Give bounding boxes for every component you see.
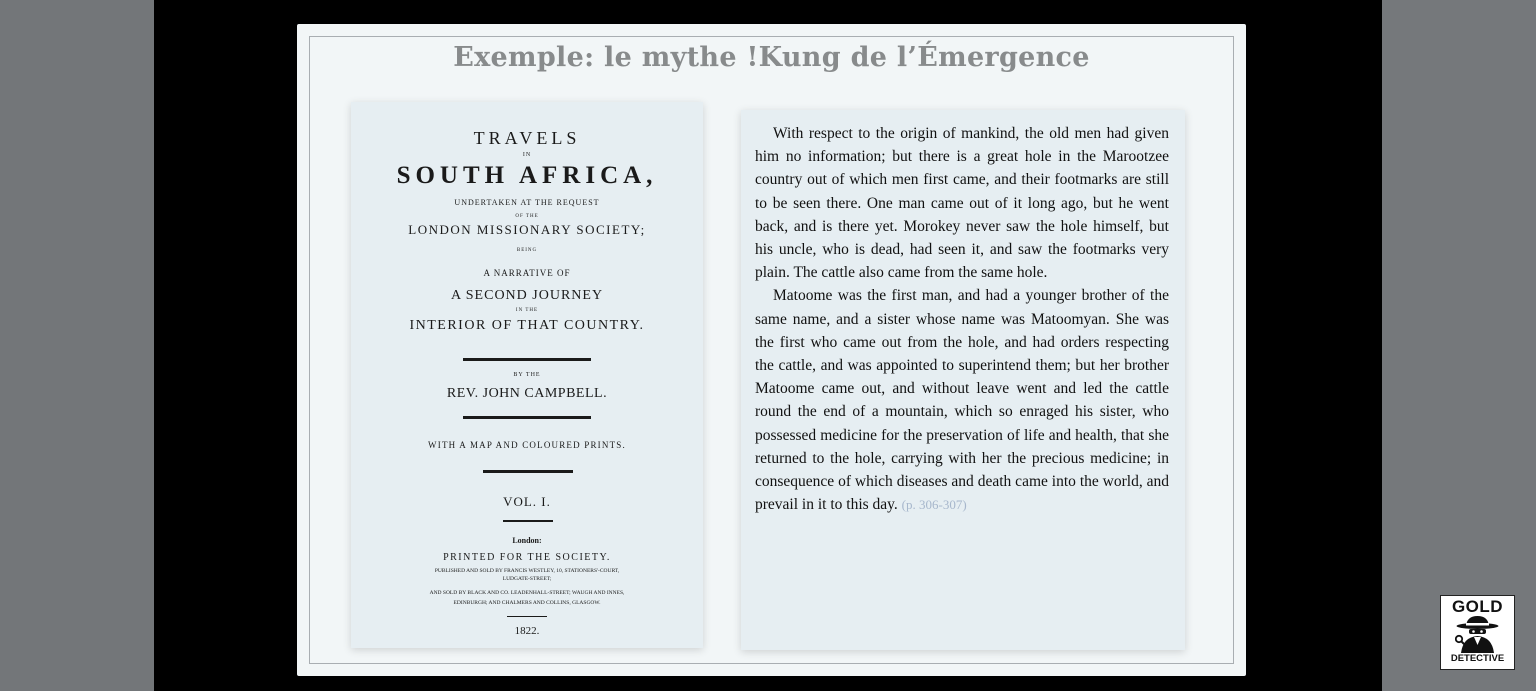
excerpt-paragraph: With respect to the origin of mankind, the old men had given him no information; but there is a great hole in the Marootzee country out of which men first came, and their footmarks are still to be seen there. One man came out of it long ago, but he went back, and is there yet. Morokey never saw the hole himself, but his uncle, who is dead, had seen it, and saw the footmarks very plain. The cattle also came from the same hole. xyxy=(755,125,1169,282)
book-excerpt-page xyxy=(741,110,1185,650)
title-line: SOUTH AFRICA, xyxy=(396,162,658,189)
imprint-place: London: xyxy=(512,536,542,545)
page-reference: (p. 306-307) xyxy=(901,497,967,513)
title-line: OF THE xyxy=(515,214,539,219)
title-line: INTERIOR OF THAT COUNTRY. xyxy=(409,318,645,333)
title-line: LONDON MISSIONARY SOCIETY; xyxy=(408,222,646,237)
imprint-year: 1822. xyxy=(514,625,540,637)
title-line: WITH A MAP AND COLOURED PRINTS. xyxy=(428,440,626,450)
gold-detective-logo xyxy=(1440,595,1515,670)
title-line: A SECOND JOURNEY xyxy=(450,288,604,303)
imprint-line: EDINBURGH; AND CHALMERS AND COLLINS, GLASGOW. xyxy=(453,600,601,606)
imprint-line: LUDGATE-STREET; xyxy=(502,576,552,582)
title-line: TRAVELS xyxy=(473,128,581,148)
book-title-page xyxy=(351,102,703,648)
logo-bottom-text: DETECTIVE xyxy=(1450,653,1505,664)
title-line: A NARRATIVE OF xyxy=(483,268,571,278)
imprint-line: AND SOLD BY BLACK AND CO. LEADENHALL-STREET; WAUGH AND INNES, xyxy=(429,590,625,596)
author-line: REV. JOHN CAMPBELL. xyxy=(446,386,608,401)
title-line: IN xyxy=(522,152,532,158)
left-gray-margin xyxy=(0,0,154,691)
detective-icon xyxy=(1455,615,1500,653)
volume-line: VOL. I. xyxy=(503,494,551,509)
title-line: BY THE xyxy=(513,372,541,378)
excerpt-paragraph xyxy=(755,284,1169,516)
logo-top-text: GOLD xyxy=(1451,597,1504,616)
divider-rule xyxy=(463,416,591,419)
presentation-slide xyxy=(297,24,1246,676)
divider-rule xyxy=(507,616,547,617)
excerpt-paragraph-text: Matoome was the first man, and had a younger brother of the same name, and a sister whose name was Matoomyan. She was the first who came out from the hole, and had orders respecting the cattle, and was appointed to superintend them; but her brother Matoome came out, and without leave went and led the cattle round the end of a mountain, which so enraged his sister, who possessed medicine for the preservation of life and health, that she returned to the hole, carrying with her the precious medicine; in consequence of which diseases and death came into the world, and prevail in it to this day. xyxy=(755,287,1169,514)
imprint-line: PRINTED FOR THE SOCIETY. xyxy=(443,552,611,563)
excerpt-text xyxy=(755,122,1169,516)
slide-title: Exemple: le mythe !Kung de l’Émergence xyxy=(453,42,1090,73)
right-gray-margin xyxy=(1382,0,1536,691)
title-line: BEING xyxy=(516,248,538,253)
imprint-line: PUBLISHED AND SOLD BY FRANCIS WESTLEY, 10, STATIONERS'-COURT, xyxy=(434,568,620,574)
divider-rule xyxy=(483,470,573,473)
title-line: UNDERTAKEN AT THE REQUEST xyxy=(454,198,600,207)
divider-rule xyxy=(503,520,553,522)
title-line: IN THE xyxy=(515,308,539,313)
divider-rule xyxy=(463,358,591,361)
